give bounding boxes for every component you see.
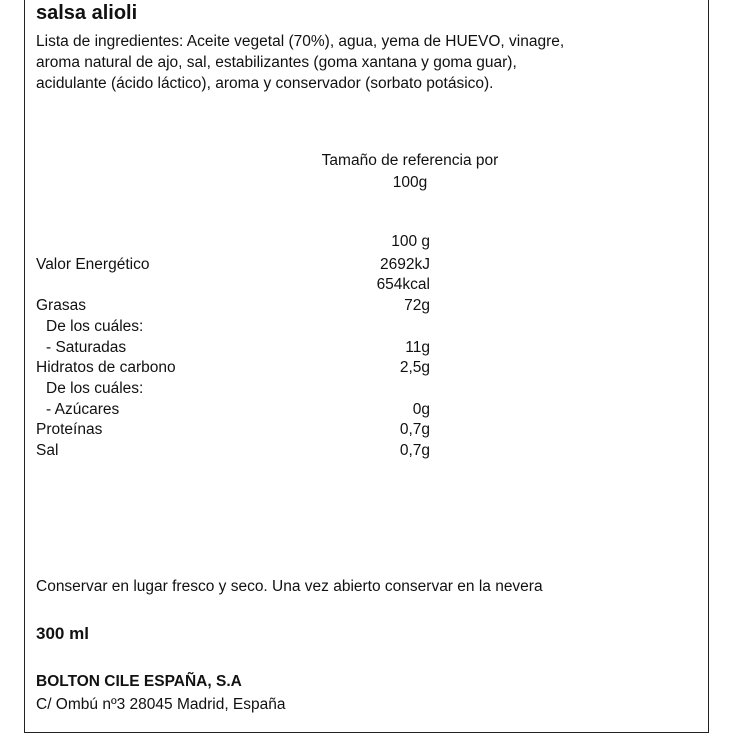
storage-instructions: Conservar en lugar fresco y seco. Una vez abierto conservar en la nevera (36, 578, 543, 595)
nutrient-value: 72g (404, 297, 430, 314)
reference-line: Tamaño de referencia por (321, 152, 499, 169)
reference-amount: 100g (392, 174, 428, 191)
nutrient-label: Grasas (36, 297, 86, 314)
net-quantity: 300 ml (36, 624, 89, 643)
nutrient-label: - Saturadas (46, 339, 127, 356)
nutrient-label: - Azúcares (46, 401, 120, 418)
ingredients-block (36, 31, 676, 94)
ingredients-line: aroma natural de ajo, sal, estabilizantes (goma xantana y goma guar), (36, 54, 517, 71)
nutrient-value: 2,5g (399, 359, 430, 376)
nutrient-sublabel: De los cuáles: (46, 318, 144, 335)
energy-label: Valor Energético (36, 256, 150, 273)
nutrient-label: Proteínas (36, 421, 103, 438)
nutrient-value: 0,7g (399, 421, 430, 438)
product-title: salsa alioli (36, 2, 138, 24)
nutrient-value: 11g (405, 339, 430, 356)
nutrient-value: 0,7g (399, 442, 430, 459)
reference-size (260, 150, 560, 194)
nutrient-label: Sal (36, 442, 59, 459)
ingredients-line: Lista de ingredientes: Aceite vegetal (70%), agua, yema de HUEVO, vinagre, (36, 33, 565, 50)
nutrition-column-header: 100 g (391, 233, 430, 250)
ingredients-line: acidulante (ácido láctico), aroma y conservador (sorbato potásico). (36, 75, 494, 92)
nutrient-sublabel: De los cuáles: (46, 380, 144, 397)
company-address: C/ Ombú nº3 28045 Madrid, España (36, 696, 286, 713)
energy-kj: 2692kJ (380, 256, 430, 273)
nutrient-value: 0g (412, 401, 430, 418)
company-name: BOLTON CILE ESPAÑA, S.A (36, 673, 242, 690)
energy-kcal: 654kcal (376, 276, 430, 293)
nutrient-label: Hidratos de carbono (36, 359, 176, 376)
